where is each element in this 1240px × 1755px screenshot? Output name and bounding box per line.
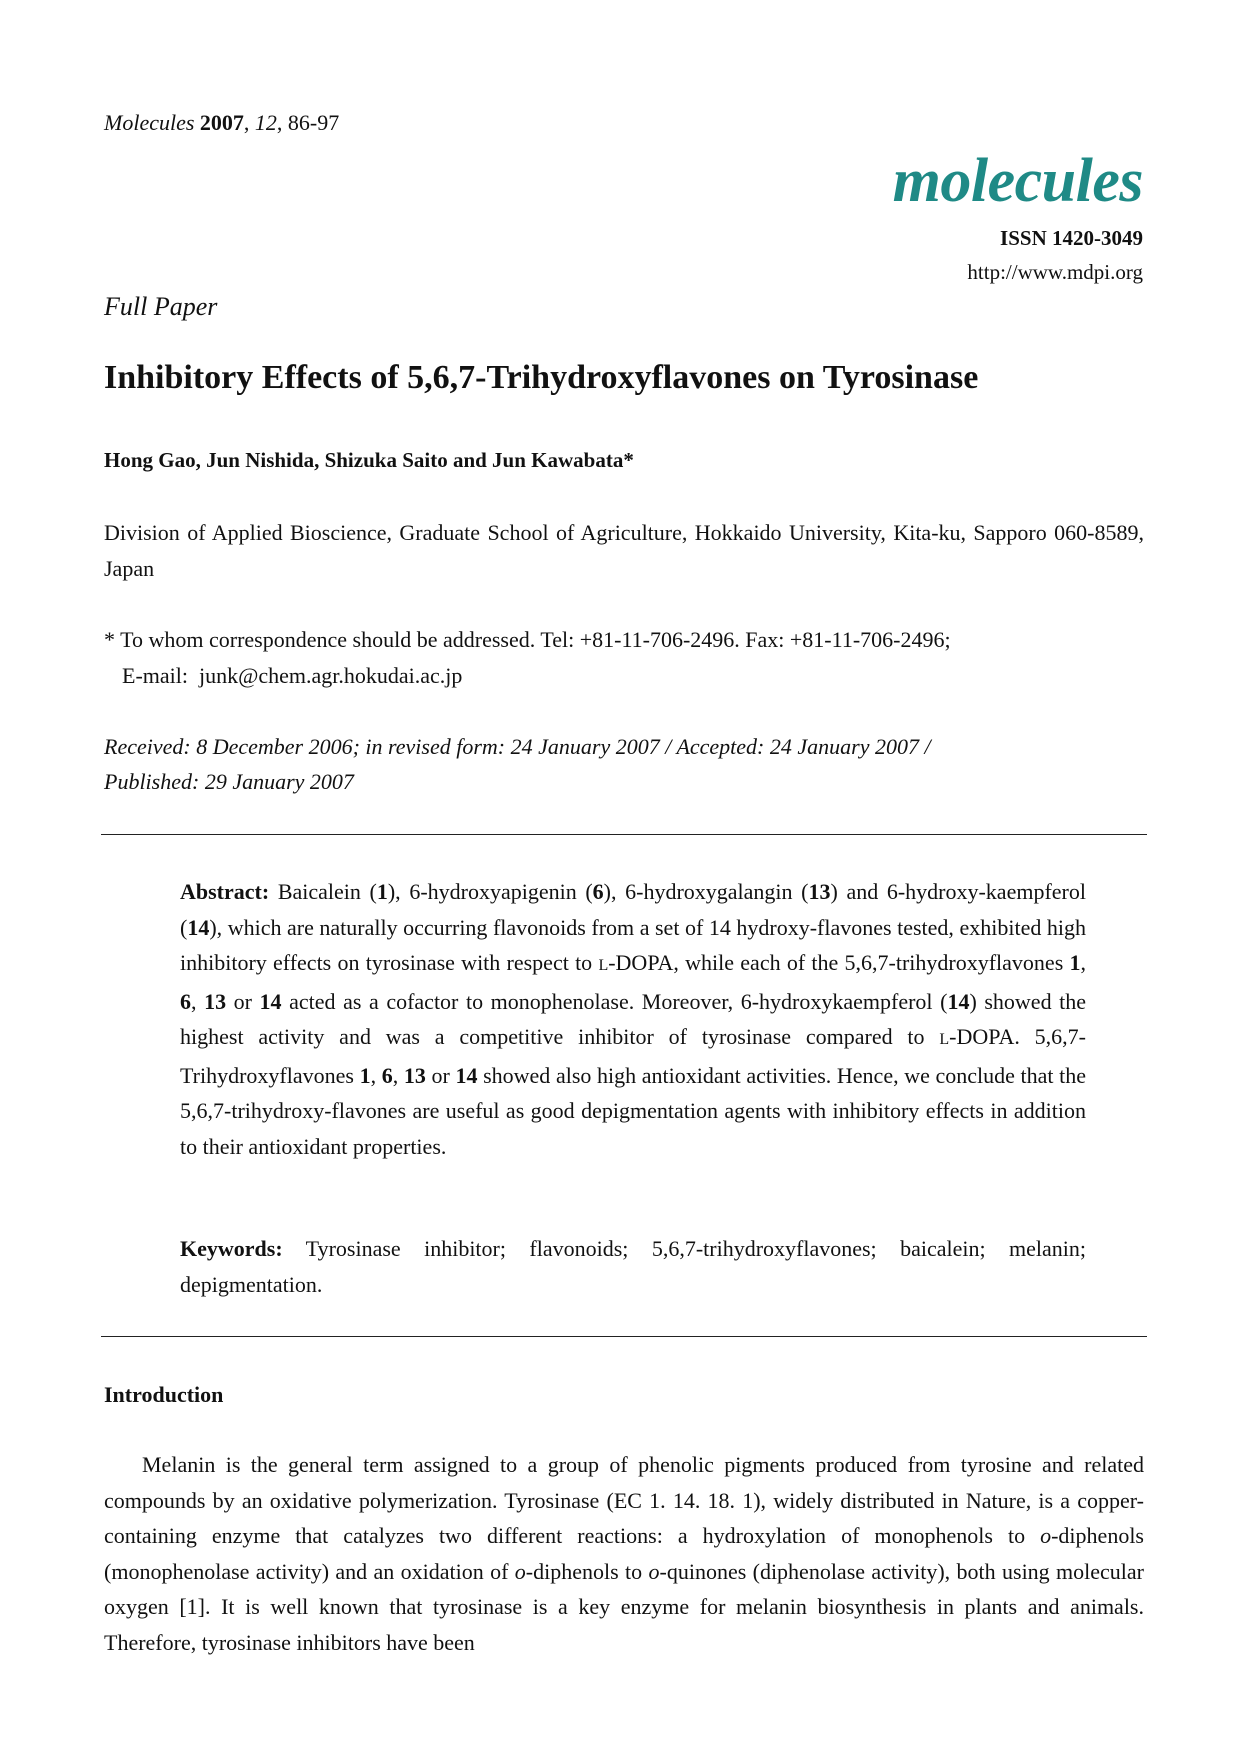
journal-url[interactable]: http://www.mdpi.org: [967, 260, 1143, 284]
italic-prefix: o: [648, 1558, 660, 1584]
journal-name: Molecules: [104, 110, 195, 135]
journal-year: 2007: [199, 110, 244, 135]
keywords-text: Tyrosinase inhibitor; flavonoids; 5,6,7-trihydroxyflavones; baicalein; melanin; depigmentation.: [180, 1236, 1086, 1297]
abstract-text: ), 6-hydroxyapigenin (: [387, 879, 593, 904]
section-heading-introduction: Introduction: [104, 1382, 224, 1407]
paper-title: Inhibitory Effects of 5,6,7-Trihydroxyflavones on Tyrosinase: [104, 359, 979, 396]
compound-ref: 13: [403, 1062, 426, 1088]
abstract-text: ,: [191, 988, 205, 1014]
correspondence: [104, 622, 1144, 694]
abstract-text: ) showed the highest activity and was a competitive inhibitor of tyrosinase compared to: [180, 988, 1087, 1049]
correspondence-line: * To whom correspondence should be addressed. Tel: +81-11-706-2496. Fax: +81-11-706-2496;: [104, 627, 951, 652]
email-address[interactable]: junk@chem.agr.hokudai.ac.jp: [198, 663, 463, 688]
abstract-text: Baicalein (: [269, 879, 377, 904]
compound-ref: 6: [180, 988, 191, 1014]
abstract-text: or: [226, 988, 260, 1014]
issn: ISSN 1420-3049: [1000, 226, 1143, 250]
abstract-text: ), 6-hydroxygalangin (: [603, 879, 809, 904]
divider-top: [101, 834, 1147, 835]
italic-prefix: o: [1040, 1523, 1052, 1548]
compound-ref: 6: [592, 879, 604, 904]
abstract-text: showed also high antioxidant activities. Hence, we conclude that the 5,6,7-trihydroxy-flavones are useful as good depigmentation agents with inhibitory effects in addition to their antioxidant properties.: [180, 1062, 1087, 1159]
article-type: Full Paper: [104, 292, 218, 321]
abstract-label: Abstract:: [180, 879, 270, 904]
email-line: [104, 658, 1144, 694]
compound-ref: 14: [259, 988, 282, 1014]
journal-volume: 12: [254, 110, 277, 135]
dates-line-1: Received: 8 December 2006; in revised form: 24 January 2007 / Accepted: 24 January 2007 /: [104, 734, 931, 759]
abstract-text: ), which are naturally occurring flavonoids from a set of 14 hydroxy-flavones tested, exhibited high inhibitory effects on tyrosinase with respect to: [180, 914, 1086, 975]
abstract-text: ,: [392, 1062, 404, 1088]
abstract-text: or: [425, 1062, 456, 1088]
abstract-text: -DOPA, while each of the 5,6,7-trihydroxyflavones: [608, 950, 1070, 975]
abstract-text: ,: [1080, 950, 1086, 975]
journal-pages: 86-97: [287, 110, 340, 135]
email-label: E-mail:: [122, 663, 188, 688]
compound-ref: 6: [381, 1062, 393, 1088]
abstract-text: acted as a cofactor to monophenolase. Moreover, 6-hydroxykaempferol (: [281, 988, 948, 1014]
introduction-paragraph: [104, 1447, 1144, 1660]
compound-ref: 14: [947, 988, 970, 1014]
intro-text: -diphenols to: [525, 1558, 649, 1584]
intro-text: -diphenols (monophenolase activity) and an oxidation of: [104, 1523, 1144, 1584]
intro-text: -quinones (diphenolase activity), both using molecular oxygen [1]. It is well known that tyrosinase is a key enzyme for melanin biosynthesis in plants and animals. Therefore, tyrosinase inhibitors have been: [104, 1558, 1144, 1655]
journal-citation: Molecules 2007, 12, 86-97: [104, 110, 340, 135]
compound-ref: 1: [1069, 950, 1081, 975]
small-caps-l: L: [939, 1031, 950, 1048]
intro-text: Melanin is the general term assigned to a group of phenolic pigments produced from tyrosine and related compounds by an oxidative polymerization. Tyrosinase (EC 1. 14. 18. 1), widely distributed in Nature, is a copper-containing enzyme that catalyzes two different reactions: a hydroxylation of monophenols to: [104, 1452, 1144, 1548]
compound-ref: 14: [455, 1062, 478, 1088]
abstract: [180, 874, 1086, 1164]
abstract-text: ,: [370, 1062, 382, 1088]
publication-dates: [104, 729, 1144, 799]
keywords-label: Keywords:: [180, 1236, 283, 1261]
compound-ref: 1: [376, 879, 388, 904]
compound-ref: 13: [808, 879, 831, 904]
journal-logo: molecules: [892, 147, 1143, 215]
dates-line-2: Published: 29 January 2007: [104, 769, 354, 794]
italic-prefix: o: [514, 1558, 526, 1584]
divider-bottom: [101, 1336, 1147, 1337]
compound-ref: 14: [187, 914, 210, 940]
abstract-text: -DOPA. 5,6,7-Trihydroxyflavones: [180, 1024, 1086, 1088]
compound-ref: 13: [204, 988, 227, 1014]
compound-ref: 1: [359, 1062, 371, 1088]
keywords: [180, 1231, 1086, 1302]
abstract-text: ) and 6-hydroxy-kaempferol (: [180, 879, 1086, 940]
affiliation: Division of Applied Bioscience, Graduate School of Agriculture, Hokkaido University, Kita-ku, Sapporo 060-8589, Japan: [104, 520, 1144, 581]
author-list: Hong Gao, Jun Nishida, Shizuka Saito and Jun Kawabata*: [104, 448, 634, 472]
small-caps-l: L: [598, 957, 609, 974]
